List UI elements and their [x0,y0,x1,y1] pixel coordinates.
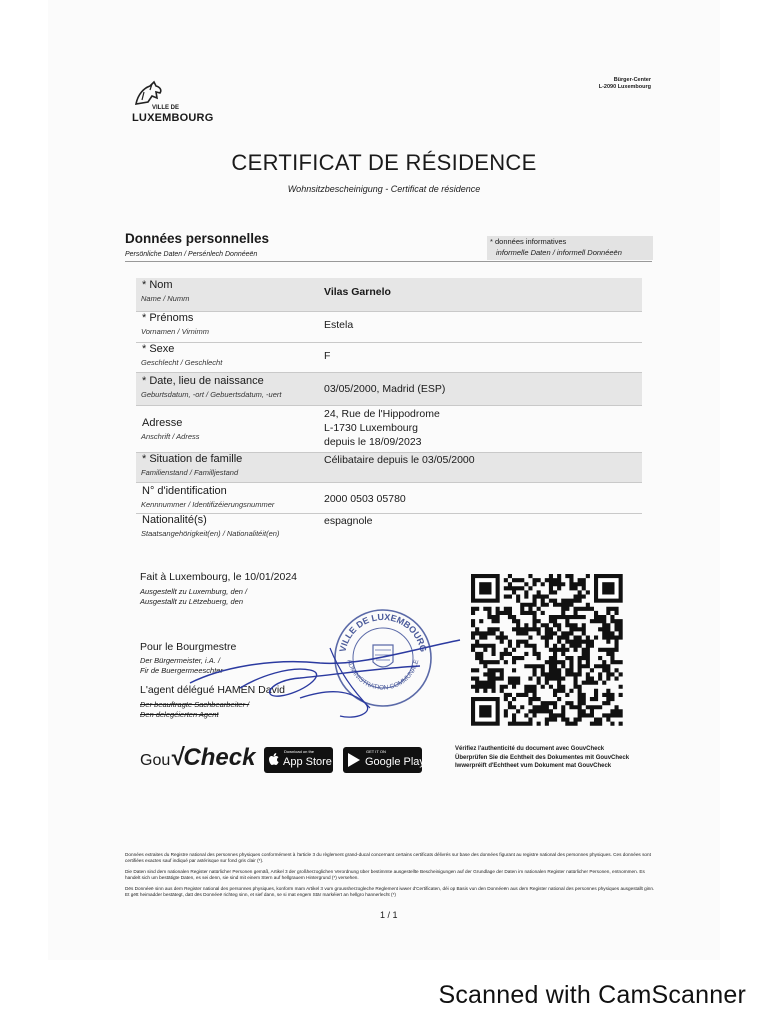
issue-place-date: Fait à Luxembourg, le 10/01/2024 [140,571,298,583]
row-label: Nationalité(s) [142,514,207,526]
page-number: 1 / 1 [380,910,398,920]
verify-fr: Vérifiez l'authenticité du document avec GouvCheck [455,746,605,752]
row-value: F [324,350,331,362]
row-sublabel: Name / Numm [141,294,190,303]
play-icon [348,753,360,772]
row-nationalite [136,514,642,543]
document-subtitle: Wohnsitzbescheinigung - Certificat de résidence [287,184,481,194]
google-play-top: GET IT ON [366,749,386,754]
row-identification [136,483,642,514]
row-value: Estela [324,319,354,331]
informative-note-1: * données informatives [490,237,567,246]
document-title: CERTIFICAT DE RÉSIDENCE [231,150,537,175]
issue-place-date-sub [140,587,247,607]
agent-sub-de: Der beauftragte Sachbearbeiter / [140,700,250,709]
row-sublabel: Geburtsdatum, -ort / Gebuertsdatum, -uert [141,390,282,399]
gouvcheck-main: √Check [170,744,256,771]
app-store-badge[interactable] [264,747,333,773]
mayor-sub-lb: Fir de Buergermeeschter [140,666,223,675]
logo-city: LUXEMBOURG [132,112,214,124]
scanner-watermark: Scanned with CamScanner [438,981,746,1009]
row-value: Vilas Garnelo [324,286,391,298]
google-play-badge[interactable] [343,747,425,773]
row-value-line2: L-1730 Luxembourg [324,422,418,434]
issuer-line1: Bürger-Center [613,77,651,83]
row-adresse [136,406,642,453]
row-naissance [136,373,642,406]
row-sublabel: Geschlecht / Geschlecht [141,358,223,367]
row-prenoms [136,312,642,343]
row-label: * Situation de famille [142,453,243,465]
section-heading: Données personnelles [125,231,270,246]
agent-sub-lb: Den delegéierten Agent [140,710,219,719]
section-heading-sub: Persönliche Daten / Persénlech Donnéeën [125,251,258,258]
qr-code [471,574,625,726]
row-label: * Nom [142,279,173,291]
row-value: espagnole [324,515,373,527]
row-value: 03/05/2000, Madrid (ESP) [324,383,446,395]
row-value: 2000 0503 05780 [324,493,406,505]
app-store-label: App Store [283,756,332,768]
row-sexe [136,343,642,373]
issue-sub-de: Ausgestellt zu Luxemburg, den / [140,587,248,596]
row-sublabel: Staatsangehörigkeit(en) / Nationalitéit(en) [141,529,280,538]
footer-note-lb: Dës Donnéeë sinn aus dem Register national des personnes physiques, konform mam Artikel 3 vum groussherzogleche Reglement iwwer d'Certificaten, déi op Basis vun den Donnéeën aus dem Register national des personnes physiques ausgestallt ginn. Et gëtt heimadder bestätegt, datt dës Donnéeë richteg sinn, et sief dann, se si mat engem Stär markéiert an hellgro hannerlecht (*) [125,886,655,897]
handwritten-signature [180,628,470,728]
row-sublabel: Familienstand / Familljestand [141,468,239,477]
informative-note-2: informelle Daten / informell Donnéeën [496,248,622,257]
apple-icon [269,753,280,771]
footer-note-de: Die Daten sind dem nationalen Register natürlicher Personen gemäß, Artikel 3 der großherzoglichen Verordnung über bestimmte ausgestellte Bescheinigungen auf der Grundlage der Daten im nationalen Register natürlicher Personen, entnommen. Es handelt sich um bestätigte Daten, es sei denn, sie sind mit einem Stern auf hellgrauem Hintergrund (*) versehen. [125,869,645,880]
stamp-text-top: VILLE DE LUXEMBOURG [337,611,429,653]
row-value-line3: depuis le 18/09/2023 [324,436,422,448]
gouvcheck-prefix: Gou [140,752,171,769]
issue-sub-lb: Ausgestallt zu Lëtzebuerg, den [140,597,243,606]
row-label: * Date, lieu de naissance [142,375,264,387]
footer-note-fr: Données extraites du Registre national des personnes physiques conformément à l'article 3 du règlement grand-ducal concernant certains certificats délivrés sur base des données figurant au registre national des personnes physiques. Ces données sont certifiées exactes sauf indiqué par astérisque sur fond gris clair (*). [125,852,651,863]
row-value: Célibataire depuis le 03/05/2000 [324,454,475,466]
issuer-line2: L-2090 Luxembourg [598,84,651,90]
verify-de: Überprüfen Sie die Echtheit des Dokumentes mit GouvCheck [455,754,630,761]
for-mayor: Pour le Bourgmestre [140,641,237,653]
mayor-sub-de: Der Bürgermeister, i.A. / [140,656,221,665]
row-label: N° d'identification [142,485,227,497]
row-sublabel: Anschrift / Adress [141,432,200,441]
row-sublabel: Kennnummer / Identifizéierungsnummer [141,500,275,509]
verify-lb: Iwwerpréift d'Echtheet vum Dokument mat GouvCheck [455,763,612,769]
issuer-address [599,77,651,91]
app-store-top: Download on the [284,749,315,754]
delegated-agent: L'agent délégué HAMEN David [140,684,286,696]
stamp-text-bottom: ADMINISTRATION COMMUNALE [345,658,421,692]
section-divider [125,261,652,262]
city-logo [130,78,220,128]
logo-ville: VILLE DE [152,105,180,111]
row-sublabel: Vornamen / Virnimm [141,327,209,336]
row-nom [136,278,642,312]
row-label: * Prénoms [142,312,194,324]
row-situation-famille [136,453,642,483]
row-label: * Sexe [142,343,175,355]
row-label: Adresse [142,417,183,429]
gouvcheck-logo [140,744,255,772]
google-play-label: Google Play [365,756,425,768]
row-value-line1: 24, Rue de l'Hippodrome [324,408,440,420]
verify-instructions [455,745,629,771]
